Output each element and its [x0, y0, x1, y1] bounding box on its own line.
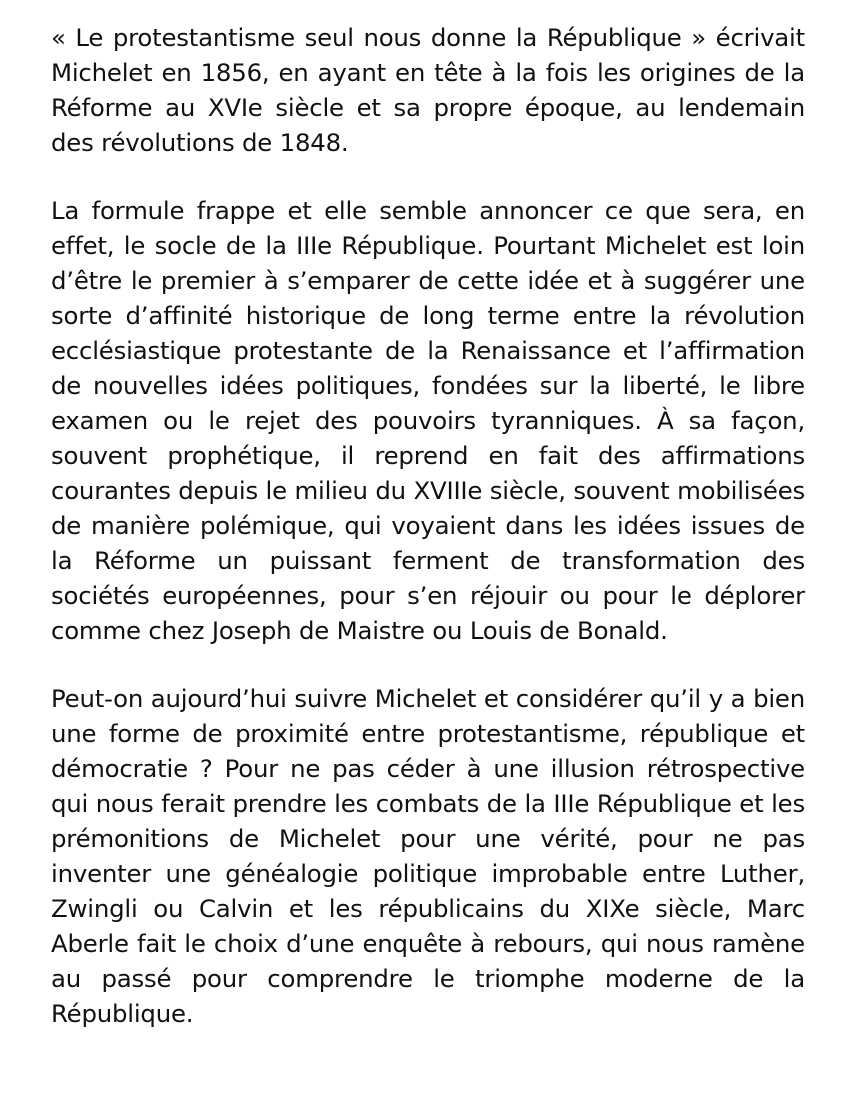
document-body [51, 20, 805, 1031]
paragraph-intro: « Le protestantisme seul nous donne la République » écrivait Michelet en 1856, en ayant en tête à la fois les origines de la Réforme au XVIe siècle et sa propre époque, au lendemain des révolutions de 1848. [51, 23, 805, 157]
paragraph-question: Peut-on aujourd’hui suivre Michelet et considérer qu’il y a bien une forme de proximité entre protestantisme, république et démocratie ? Pour ne pas céder à une illusion rétrospective qui nous ferait prendre les combats de la IIIe République et les prémonitions de Michelet pour une vérité, pour ne pas inventer une généalogie politique improbable entre Luther, Zwingli ou Calvin et les républicains du XIXe siècle, Marc Aberle fait le choix d’une enquête à rebours, qui nous ramène au passé pour comprendre le triomphe moderne de la République. [51, 684, 805, 1028]
paragraph-context: La formule frappe et elle semble annoncer ce que sera, en effet, le socle de la IIIe République. Pourtant Michelet est loin d’être le premier à s’emparer de cette idée et à suggérer une sorte d’affinité historique de long terme entre la révolution ecclésiastique protestante de la Renaissance et l’affirmation de nouvelles idées politiques, fondées sur la liberté, le libre examen ou le rejet des pouvoirs tyranniques. À sa façon, souvent prophétique, il reprend en fait des affirmations courantes depuis le milieu du XVIIIe siècle, souvent mobilisées de manière polémique, qui voyaient dans les idées issues de la Réforme un puissant ferment de transformation des sociétés européennes, pour s’en réjouir ou pour le déplorer comme chez Joseph de Maistre ou Louis de Bonald. [51, 196, 806, 645]
